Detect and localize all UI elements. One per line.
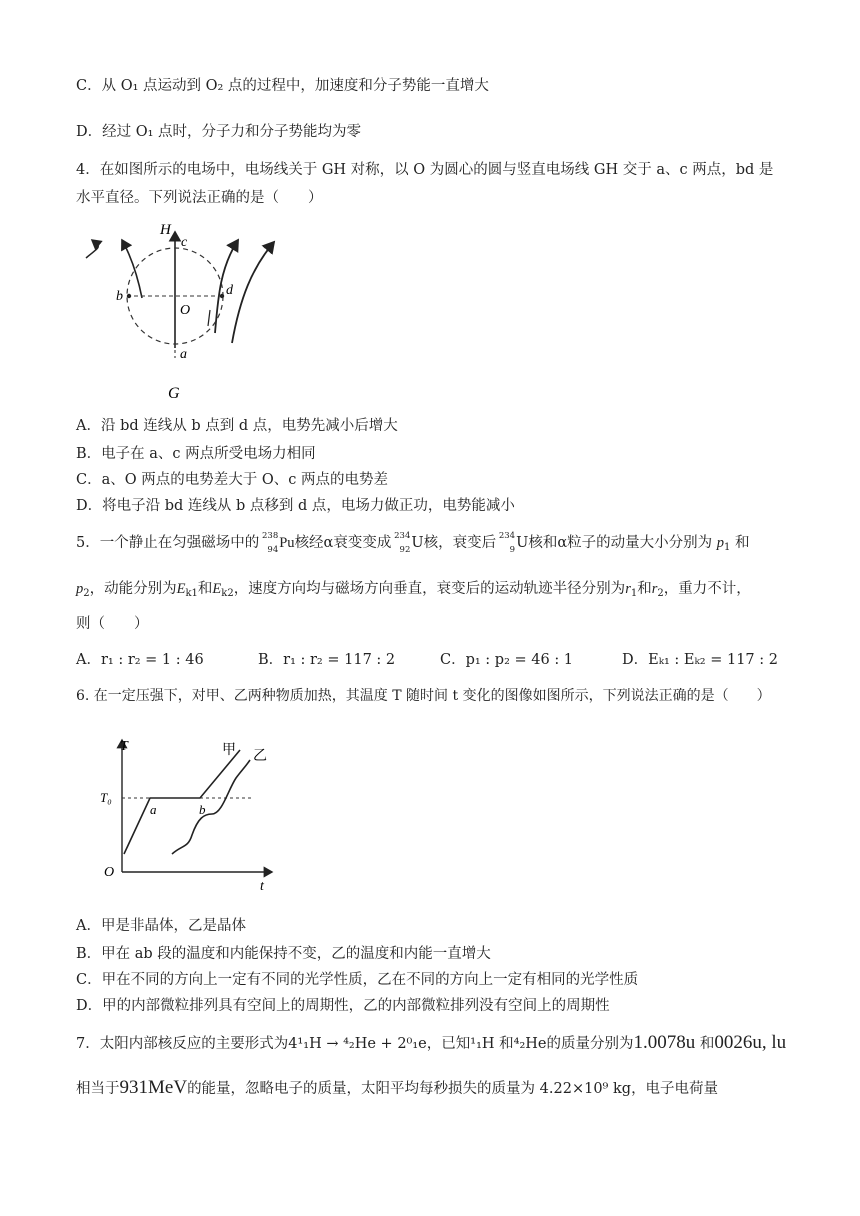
label-O: O bbox=[180, 303, 191, 318]
q3-option-d: D．经过 O₁ 点时，分子力和分子势能均为零 bbox=[76, 124, 362, 140]
point-d bbox=[220, 294, 224, 298]
q5-option-b: B．r₁ : r₂ = 117 : 2 bbox=[258, 652, 396, 668]
q3-option-c: C．从 O₁ 点运动到 O₂ 点的过程中，加速度和分子势能一直增大 bbox=[76, 78, 489, 94]
point-a-label: a bbox=[150, 802, 157, 817]
q5-stem-line2: $p_2$，动能分别为$E_{k1}$和$E_{k2}$，速度方向均与磁场方向垂直，衰变后的运动轨迹半径分别为$r_1$和$r_2$，重力不计， bbox=[76, 581, 751, 599]
curve-yi bbox=[172, 760, 250, 854]
q4-electric-field-figure bbox=[80, 218, 290, 403]
axis-t-label: t bbox=[260, 879, 264, 892]
q4-stem-line1: 4．在如图所示的电场中，电场线关于 GH 对称，以 O 为圆心的圆与竖直电场线 GH 交于 a、c 两点，bd 是 bbox=[76, 162, 774, 178]
q5-stem-line1: 5．一个静止在匀强磁场中的 238 94 Pu核经α衰变变成 234 92 U核，衰变后 234 9 U核和α粒子的动量大小分别为 $p_1$ 和 bbox=[76, 531, 750, 555]
q7-stem-line2: 相当于931MeV的能量，忽略电子的质量，太阳平均每秒损失的质量为 4.22×10⁹ kg，电子电荷量 bbox=[76, 1077, 719, 1098]
origin-label: O bbox=[104, 865, 115, 880]
q5-option-d: D．Eₖ₁ : Eₖ₂ = 117 : 2 bbox=[622, 652, 778, 668]
q6-option-a: A．甲是非晶体，乙是晶体 bbox=[76, 918, 246, 934]
q4-option-a: A．沿 bd 连线从 b 点到 d 点，电势先减小后增大 bbox=[76, 418, 398, 434]
q4-option-d: D．将电子沿 bd 连线从 b 点移到 d 点，电场力做正功，电势能减小 bbox=[76, 498, 515, 514]
label-c: c bbox=[181, 235, 188, 250]
q6-stem: 6. 在一定压强下，对甲、乙两种物质加热，其温度 T 随时间 t 变化的图像如图所示，下列说法正确的是（ ） bbox=[76, 688, 771, 704]
point-b bbox=[127, 294, 131, 298]
q4-stem-line2: 水平直径。下列说法正确的是（ ） bbox=[76, 190, 323, 206]
q4-option-c: C．a、O 两点的电势差大于 O、c 两点的电势差 bbox=[76, 472, 388, 488]
isotope-u2: 234 9 bbox=[498, 531, 516, 555]
q5-stem-line3: 则（ ） bbox=[76, 616, 149, 632]
nuclear-reaction: 4¹₁H → ⁴₂He + 2⁰₁e bbox=[288, 1036, 427, 1052]
axis-T-label: T bbox=[120, 739, 128, 754]
q5-option-a: A．r₁ : r₂ = 1 : 46 bbox=[76, 652, 204, 668]
label-b: b bbox=[116, 289, 123, 304]
q6-option-b: B．甲在 ab 段的温度和内能保持不变，乙的温度和内能一直增大 bbox=[76, 946, 491, 962]
yi-label: 乙 bbox=[253, 749, 267, 764]
isotope-u: 234 92 bbox=[394, 531, 411, 555]
point-b-label: b bbox=[199, 802, 206, 817]
label-d: d bbox=[226, 283, 233, 298]
q6-temperature-time-graph bbox=[100, 730, 280, 892]
T0-label: T₀ bbox=[100, 790, 112, 805]
jia-label: 甲 bbox=[222, 743, 236, 758]
q5-option-c: C．p₁ : p₂ = 46 : 1 bbox=[440, 652, 574, 668]
curve-jia bbox=[124, 750, 240, 854]
q4-option-b: B．电子在 a、c 两点所受电场力相同 bbox=[76, 446, 316, 462]
label-a: a bbox=[180, 347, 187, 362]
isotope-pu: 238 94 bbox=[262, 531, 279, 555]
q6-option-d: D．甲的内部微粒排列具有空间上的周期性，乙的内部微粒排列没有空间上的周期性 bbox=[76, 998, 610, 1014]
label-H: H bbox=[160, 222, 171, 238]
label-G: G bbox=[168, 385, 180, 402]
q6-option-c: C．甲在不同的方向上一定有不同的光学性质，乙在不同的方向上一定有相同的光学性质 bbox=[76, 972, 639, 988]
q7-stem-line1: 7．太阳内部核反应的主要形式为4¹₁H → ⁴₂He + 2⁰₁e，已知¹₁H 和⁴₂He的质量分别为1.0078u 和0026u, lu bbox=[76, 1032, 787, 1053]
